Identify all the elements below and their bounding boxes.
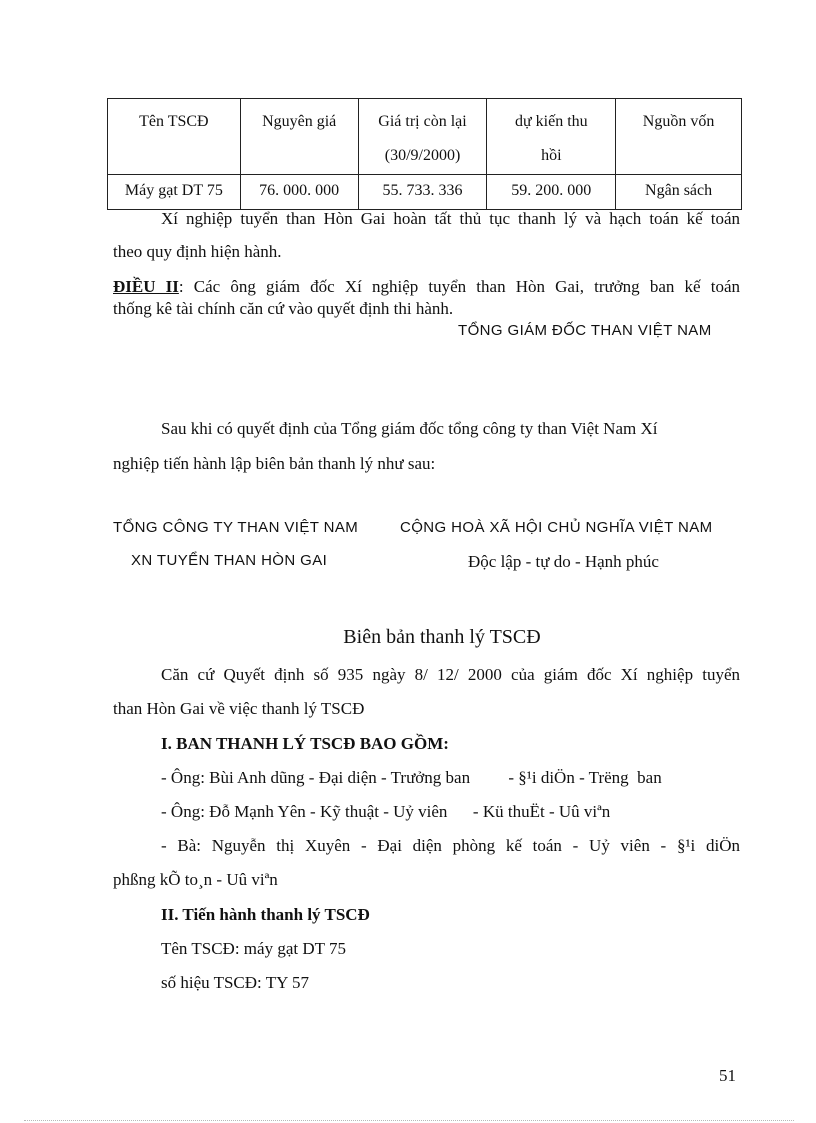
doc-title: Biên bản thanh lý TSCĐ bbox=[343, 626, 541, 648]
table-cell: 59. 200. 000 bbox=[487, 175, 616, 210]
member2: - Ông: Đỗ Mạnh Yên - Kỹ thuật - Uỷ viên - Kü thuËt - Uû viªn bbox=[161, 802, 611, 821]
para1-line1: Xí nghiệp tuyển than Hòn Gai hoàn tất thủ tục thanh lý và hạch toán kế toán bbox=[161, 209, 740, 228]
bottom-divider bbox=[24, 1120, 794, 1121]
page-number: 51 bbox=[719, 1066, 736, 1085]
table-row bbox=[108, 175, 742, 210]
basis-line1: Căn cứ Quyết định số 935 ngày 8/ 12/ 2000 của giám đốc Xí nghiệp tuyển bbox=[161, 665, 740, 684]
member1: - Ông: Bùi Anh dũng - Đại diện - Trưởng ban - §¹i diÖn - Trëng ban bbox=[161, 768, 662, 787]
article2-line1 bbox=[113, 277, 740, 297]
basis-line2: than Hòn Gai về việc thanh lý TSCĐ bbox=[113, 699, 365, 718]
table-cell: 55. 733. 336 bbox=[358, 175, 487, 210]
table-cell: Ngân sách bbox=[616, 175, 742, 210]
org-right: CỘNG HOÀ XÃ HỘI CHỦ NGHĨA VIỆT NAM bbox=[400, 519, 713, 536]
asset-table bbox=[107, 98, 742, 210]
table-cell: Máy gạt DT 75 bbox=[108, 175, 241, 210]
asset-name: Tên TSCĐ: máy gạt DT 75 bbox=[161, 939, 346, 958]
member3-line1: - Bà: Nguyễn thị Xuyên - Đại diện phòng kế toán - Uỷ viên - §¹i diÖn bbox=[161, 836, 740, 855]
table-header-row bbox=[108, 99, 742, 175]
table-cell: 76. 000. 000 bbox=[240, 175, 358, 210]
asset-code: số hiệu TSCĐ: TY 57 bbox=[161, 973, 309, 992]
article2-line2: thống kê tài chính căn cứ vào quyết định thi hành. bbox=[113, 299, 454, 318]
article2-label: ĐIỀU II bbox=[113, 277, 179, 296]
table-header-cell: dự kiến thu hồi bbox=[487, 99, 616, 175]
org-left: TỔNG CÔNG TY THAN VIỆT NAM bbox=[113, 519, 359, 536]
table-header-cell: Nguồn vốn bbox=[616, 99, 742, 175]
para1-line2: theo quy định hiện hành. bbox=[113, 242, 282, 261]
section2-heading: II. Tiến hành thanh lý TSCĐ bbox=[161, 905, 370, 924]
sub-left: XN TUYỂN THAN HÒN GAI bbox=[131, 552, 328, 569]
table-header-cell: Giá trị còn lại (30/9/2000) bbox=[358, 99, 487, 175]
table-header-cell: Tên TSCĐ bbox=[108, 99, 241, 175]
article2-text: : Các ông giám đốc Xí nghiệp tuyển than Hòn Gai, trưởng ban kế toán bbox=[178, 277, 740, 296]
section1-heading: I. BAN THANH LÝ TSCĐ BAO GỒM: bbox=[161, 734, 449, 753]
sub-right: Độc lập - tự do - Hạnh phúc bbox=[468, 552, 659, 571]
member3-line2: phßng kÕ to¸n - Uû viªn bbox=[113, 870, 278, 889]
table-header-cell: Nguyên giá bbox=[240, 99, 358, 175]
para2-line2: nghiệp tiến hành lập biên bản thanh lý như sau: bbox=[113, 454, 436, 473]
signer-title: TỔNG GIÁM ĐỐC THAN VIỆT NAM bbox=[458, 322, 712, 339]
para2-line1: Sau khi có quyết định của Tổng giám đốc tổng công ty than Việt Nam Xí bbox=[161, 419, 658, 438]
